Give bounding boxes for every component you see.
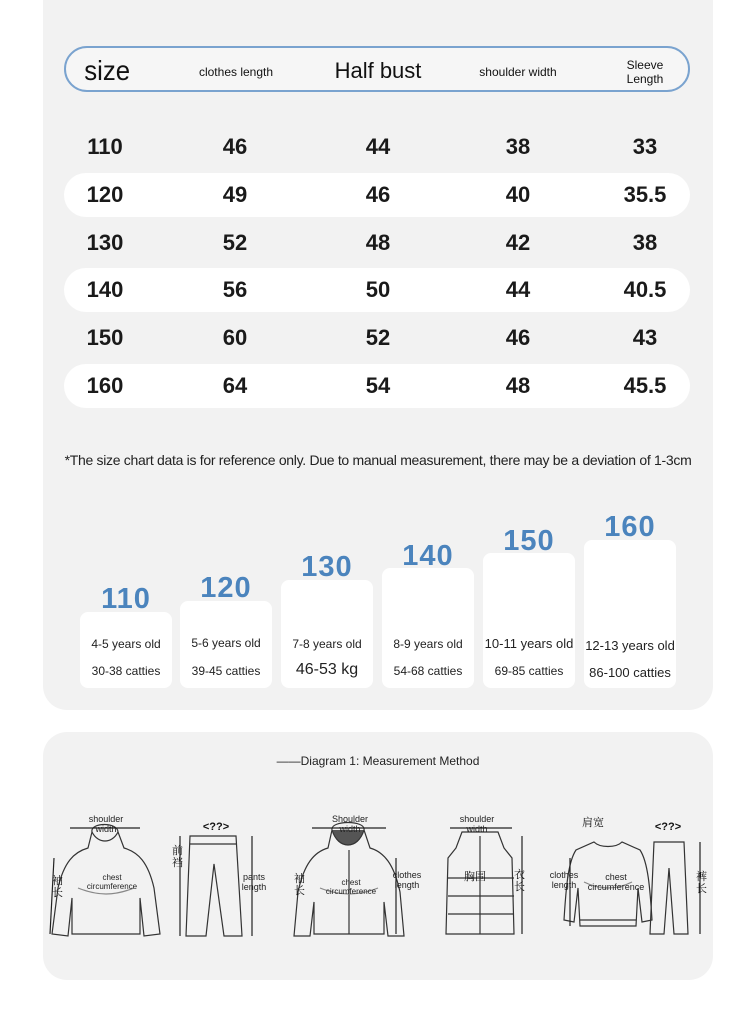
cell-size: 130 — [86, 230, 124, 255]
label-vest-shoulder: shoulder width — [459, 814, 495, 835]
table-row — [64, 221, 690, 265]
cell-half-bust: 44 — [365, 134, 391, 159]
cell-sleeve-length: 45.5 — [623, 373, 667, 398]
label-vest-chest: 胸围 — [464, 871, 486, 883]
card-size-label: 120 — [200, 572, 252, 604]
cell-half-bust: 50 — [365, 277, 391, 302]
header-size: size — [84, 55, 131, 87]
cell-size: 120 — [86, 182, 124, 207]
table-row — [64, 268, 690, 312]
cell-half-bust: 54 — [365, 373, 391, 398]
card-size-label: 140 — [402, 540, 454, 572]
card-size-label: 150 — [503, 525, 555, 557]
cell-sleeve-length: 33 — [632, 134, 658, 159]
cell-size: 150 — [86, 325, 124, 350]
cell-sleeve-length: 35.5 — [623, 182, 667, 207]
size-chart-note: *The size chart data is for reference only. Due to manual measurement, there may be a deviation of 1-3cm — [64, 452, 692, 468]
diagram-title: ——Diagram 1: Measurement Method — [276, 754, 480, 768]
label-jacket-chest: chest circumference — [325, 878, 377, 897]
cell-clothes-length: 49 — [222, 182, 248, 207]
card-age: 7-8 years old — [292, 637, 362, 651]
card-age: 12-13 years old — [585, 638, 675, 653]
cell-sleeve-length: 40.5 — [623, 277, 667, 302]
label-set-pants: 裤长 — [696, 871, 707, 895]
label-set-top: <??> — [654, 821, 682, 833]
cell-clothes-length: 60 — [222, 325, 248, 350]
label-vest-length: 衣长 — [514, 869, 525, 893]
label-pants-length: pants length — [241, 872, 267, 893]
cell-clothes-length: 56 — [222, 277, 248, 302]
cell-half-bust: 52 — [365, 325, 391, 350]
card-age: 5-6 years old — [191, 636, 261, 650]
header-shoulder-width: shoulder width — [479, 64, 557, 79]
cell-size: 110 — [87, 134, 123, 159]
cell-shoulder-width: 48 — [505, 373, 531, 398]
header-half-bust: Half bust — [334, 57, 422, 83]
cell-shoulder-width: 42 — [505, 230, 531, 255]
header-sleeve-length: Sleeve Length — [626, 57, 664, 86]
header-clothes-length: clothes length — [198, 64, 274, 79]
label-set-chest: chest circumference — [587, 872, 645, 893]
card-age: 8-9 years old — [393, 637, 463, 651]
label-set-shoulder: 肩宽 — [582, 817, 604, 829]
cell-shoulder-width: 38 — [505, 134, 531, 159]
card-size-label: 110 — [101, 583, 151, 615]
label-hoodie-shoulder: shoulder width — [88, 814, 124, 835]
table-row — [64, 364, 690, 408]
label-hoodie-sleeve: 袖长 — [52, 875, 63, 899]
label-pants-rise: 前裆 — [172, 845, 183, 869]
label-jacket-shoulder: Shoulder width — [331, 814, 369, 835]
card-weight: 30-38 catties — [91, 664, 161, 678]
table-row — [64, 125, 690, 169]
label-pants-top: <??> — [202, 821, 230, 833]
cell-half-bust: 46 — [365, 182, 391, 207]
card-size-label: 130 — [301, 551, 353, 583]
table-row — [64, 316, 690, 360]
cell-shoulder-width: 40 — [505, 182, 531, 207]
card-age: 4-5 years old — [91, 637, 161, 651]
table-row — [64, 173, 690, 217]
label-hoodie-chest: chest circumference — [86, 873, 138, 892]
label-jacket-length: clothes length — [392, 870, 422, 891]
card-weight: 86-100 catties — [589, 665, 671, 680]
cell-shoulder-width: 46 — [505, 325, 531, 350]
card-weight: 69-85 catties — [494, 664, 564, 678]
cell-sleeve-length: 43 — [632, 325, 658, 350]
cell-clothes-length: 46 — [222, 134, 248, 159]
card-size-label: 160 — [604, 511, 656, 543]
cell-size: 160 — [86, 373, 124, 398]
card-weight: 54-68 catties — [393, 664, 463, 678]
cell-clothes-length: 52 — [222, 230, 248, 255]
label-jacket-sleeve: 袖长 — [294, 873, 305, 897]
cell-clothes-length: 64 — [222, 373, 248, 398]
cell-sleeve-length: 38 — [632, 230, 658, 255]
card-weight: 39-45 catties — [191, 664, 261, 678]
card-age: 10-11 years old — [484, 636, 574, 651]
cell-shoulder-width: 44 — [505, 277, 531, 302]
cell-size: 140 — [86, 277, 124, 302]
cell-half-bust: 48 — [365, 230, 391, 255]
label-set-clothes-length: clothes length — [549, 870, 579, 891]
card-weight: 46-53 kg — [295, 661, 359, 678]
